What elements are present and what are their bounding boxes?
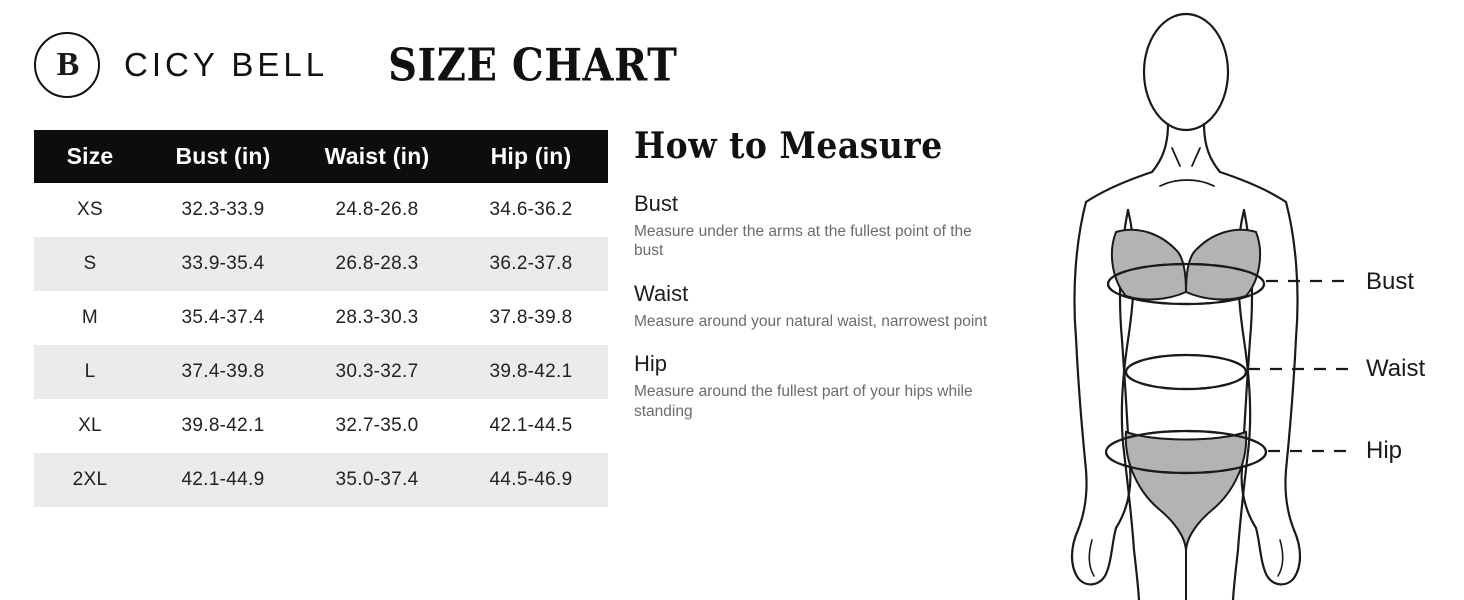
size-chart-panel [34,28,678,507]
page-title: SIZE CHART [388,38,678,92]
cell-waist: 28.3-30.3 [335,307,419,328]
size-table [34,130,608,507]
measure-desc-waist: Measure around your natural waist, narrowest point [634,312,988,330]
measure-block-waist [634,281,1014,331]
cell-waist: 32.7-35.0 [335,415,419,436]
how-to-measure-title: How to Measure [634,124,943,167]
table-row [34,345,608,399]
cell-hip: 44.5-46.9 [454,453,608,507]
measure-name-waist: Waist [634,280,689,306]
cell-size: S [34,237,146,291]
measure-block-hip [634,351,1014,421]
how-to-measure-panel [634,126,1014,441]
cell-size: XL [78,415,102,436]
cell-hip: 37.8-39.8 [489,307,573,328]
table-row [34,237,608,291]
figure-label-waist: Waist [1366,355,1426,382]
cell-size: L [34,345,146,399]
table-row [34,291,608,345]
cell-waist: 26.8-28.3 [300,237,454,291]
cell-waist: 30.3-32.7 [300,345,454,399]
cell-size: 2XL [34,453,146,507]
measure-desc-bust: Measure under the arms at the fullest point of the bust [634,223,972,260]
table-row [34,183,608,237]
column-header-size: Size [34,130,146,183]
figure-label-bust: Bust [1366,268,1415,295]
cell-bust: 32.3-33.9 [181,199,265,220]
brand-name: CICY BELL [124,46,329,83]
cell-bust: 42.1-44.9 [146,453,300,507]
cell-size: M [81,307,99,328]
cell-hip: 42.1-44.5 [489,415,573,436]
measure-name-hip: Hip [634,351,668,377]
measure-desc-hip: Measure around the fullest part of your hips while standing [634,383,973,420]
cell-waist: 35.0-37.4 [300,453,454,507]
column-header-waist: Waist (in) [300,130,454,183]
cell-hip: 36.2-37.8 [454,237,608,291]
table-row [34,453,608,507]
female-body-diagram-icon [1008,0,1464,600]
cell-bust: 39.8-42.1 [181,415,265,436]
brand-header [34,28,678,102]
cell-hip: 34.6-36.2 [489,199,573,220]
logo-monogram-letter: B [56,46,78,83]
figure-label-hip: Hip [1366,437,1403,464]
bikini-bottom-shape [1126,432,1246,552]
cell-hip: 39.8-42.1 [454,345,608,399]
measurement-figure [1008,0,1464,600]
column-header-hip: Hip (in) [454,130,608,183]
cell-bust: 33.9-35.4 [146,237,300,291]
measure-block-bust [634,191,1014,261]
measure-name-bust: Bust [634,191,679,216]
cell-waist: 24.8-26.8 [335,199,419,220]
cell-bust: 37.4-39.8 [146,345,300,399]
table-header-row [34,130,608,183]
column-header-bust: Bust (in) [146,130,300,183]
circle-monogram-logo-icon [34,32,100,98]
table-row [34,399,608,453]
cell-size: XS [77,199,103,220]
cell-bust: 35.4-37.4 [181,307,265,328]
